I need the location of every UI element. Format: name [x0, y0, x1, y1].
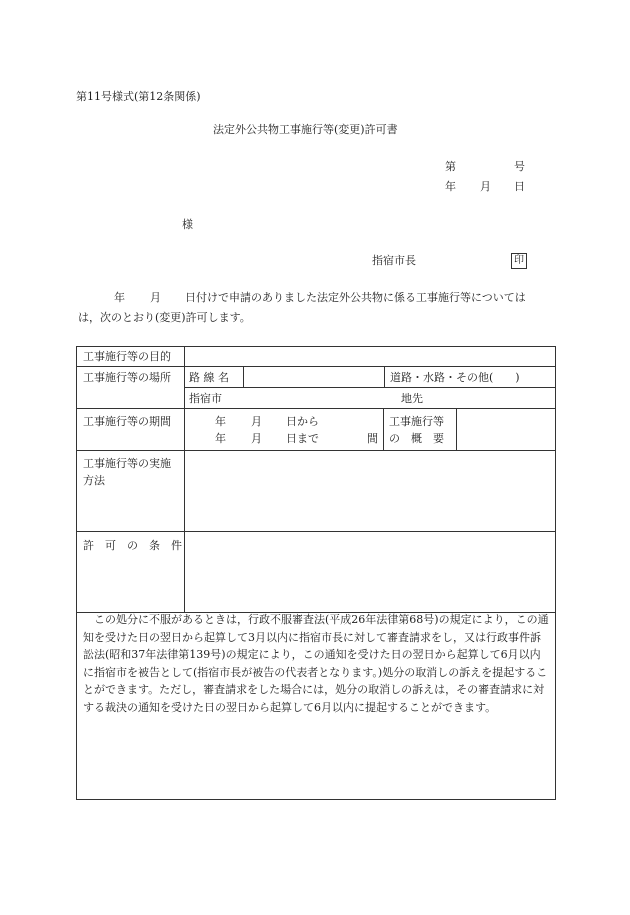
road-type-label: 道路・水路・その他( ): [390, 371, 520, 384]
period-from-year: 年: [215, 415, 226, 428]
date-month: 月: [480, 180, 491, 193]
document-title: 法定外公共物工事施行等(変更)許可書: [213, 123, 398, 136]
location-label: 工事施行等の場所: [83, 371, 171, 384]
form-number: 第11号様式(第12条関係): [76, 90, 201, 103]
appeal-notice: この処分に不服があるときは，行政不服審査法(平成26年法律第68号)の規定により，この通知を受けた日の翌日から起算して3月以内に指宿市長に対して審査請求をし，又は行政事件訴訟法(昭和37年法律第139号)の規定により，この通知を受けた日の翌日から起算して6月以内に指宿市を被告として(指宿市長が被告の代表者となります。)処分の取消しの訴えを提起することができます。ただし，審査請求をした場合には，処分の取消しの訴えは，その審査請求に対する裁決の通知を受けた日の翌日から起算して6月以内に提起することができます。: [83, 613, 549, 714]
route-name-label: 路 線 名: [189, 371, 229, 384]
method-label-1: 工事施行等の実施: [83, 457, 171, 470]
period-from-month: 月: [251, 415, 262, 428]
period-to-month: 月: [251, 432, 262, 445]
period-to-year: 年: [215, 432, 226, 445]
body-text-line2: は，次のとおり(変更)許可します。: [78, 311, 251, 324]
date-day: 日: [514, 180, 525, 193]
doc-number-dai: 第: [445, 160, 456, 173]
overview-label-1: 工事施行等: [389, 415, 444, 428]
seal-box: 印: [511, 253, 527, 269]
date-year: 年: [445, 180, 456, 193]
body-year: 年: [114, 291, 125, 304]
body-text-line1: 日付けで申請のありました法定外公共物に係る工事施行等については: [185, 291, 526, 304]
city-label: 指宿市: [189, 392, 222, 405]
recipient-suffix: 様: [182, 218, 193, 231]
doc-number-go: 号: [514, 160, 525, 173]
body-month: 月: [150, 291, 161, 304]
method-label-2: 方法: [83, 474, 105, 487]
purpose-label: 工事施行等の目的: [83, 350, 171, 363]
chisaki-label: 地先: [401, 392, 423, 405]
issuer: 指宿市長: [372, 254, 416, 267]
permit-form-table: [76, 346, 556, 800]
period-to-suffix: 日まで: [286, 432, 319, 445]
overview-label-2: の 概 要: [389, 432, 444, 445]
period-aida: 間: [367, 432, 378, 445]
conditions-label: 許 可 の 条 件: [83, 539, 182, 552]
period-label: 工事施行等の期間: [83, 415, 171, 428]
period-from-suffix: 日から: [286, 415, 319, 428]
